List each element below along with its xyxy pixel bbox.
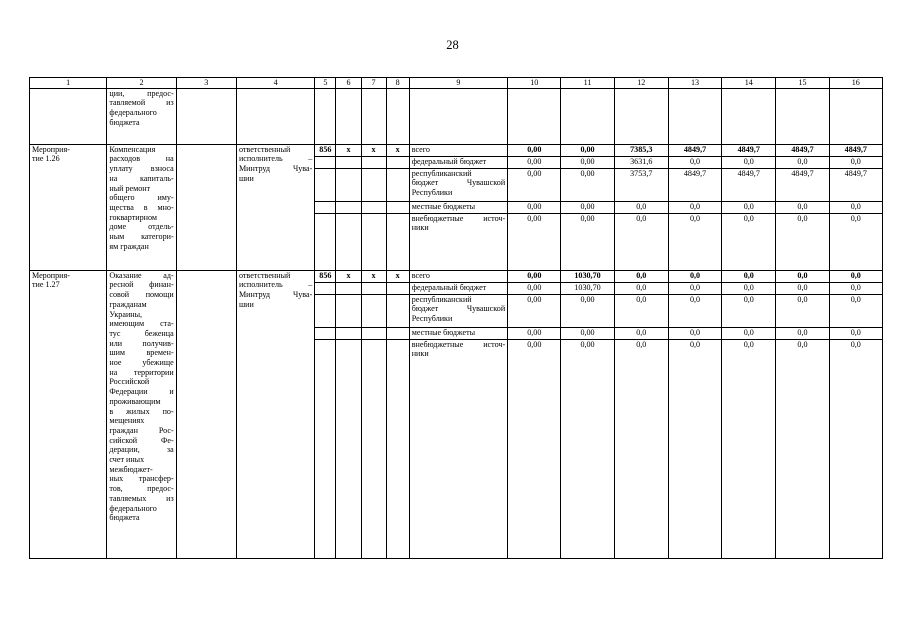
value-cell: 0,00	[508, 144, 561, 156]
empty-cell	[361, 88, 386, 144]
value-cell: 0,00	[508, 294, 561, 327]
value-cell: 0,0	[614, 282, 668, 294]
empty-cell	[561, 88, 614, 144]
value-cell: 0,00	[561, 213, 614, 270]
empty-cell	[176, 144, 236, 270]
value-cell: 0,0	[776, 339, 829, 558]
text-line: сийской Фе-	[109, 435, 174, 445]
text-line: всего	[411, 270, 430, 280]
empty-cell	[315, 201, 336, 213]
value-cell: 0,0	[614, 339, 668, 558]
value-cell: 0,0	[776, 294, 829, 327]
value-cell: 4849,7	[829, 168, 882, 201]
text-line: общего иму-	[109, 193, 174, 203]
value-cell: 0,0	[776, 282, 829, 294]
value-cell: 0,0	[722, 282, 776, 294]
continuation-id-cell	[30, 88, 107, 144]
empty-cell	[386, 327, 409, 339]
empty-cell	[336, 201, 361, 213]
empty-cell	[361, 201, 386, 213]
value-cell: 0,0	[776, 213, 829, 270]
empty-cell	[361, 327, 386, 339]
value-cell: 4849,7	[668, 168, 721, 201]
text-line: или получив-	[109, 338, 174, 348]
empty-cell	[386, 156, 409, 168]
measure-id-cell	[30, 270, 107, 558]
executor-cell	[236, 144, 314, 270]
text-line: шии	[238, 299, 254, 309]
value-cell: 0,0	[614, 270, 668, 282]
empty-cell	[336, 327, 361, 339]
text-line: бюджет Чувашской	[411, 178, 506, 188]
value-cell: 0,0	[668, 327, 721, 339]
funding-source-cell	[409, 327, 507, 339]
text-line: Минтруд Чува-	[238, 290, 313, 300]
text-line: гражданам	[109, 299, 147, 309]
column-header-3: 3	[176, 78, 236, 89]
empty-cell	[722, 88, 776, 144]
value-cell: 3631,6	[614, 156, 668, 168]
continuation-row	[30, 88, 883, 144]
empty-cell	[176, 88, 236, 144]
empty-cell	[361, 294, 386, 327]
mark-cell: x	[386, 270, 409, 282]
value-cell: 7385,3	[614, 144, 668, 156]
empty-cell	[409, 88, 507, 144]
value-cell: 4849,7	[722, 144, 776, 156]
value-cell: 0,0	[722, 294, 776, 327]
text-line: Федерации и	[109, 387, 174, 397]
empty-cell	[336, 213, 361, 270]
text-line: Компенсация	[109, 144, 156, 154]
text-line: тие 1.27	[32, 280, 60, 290]
empty-cell	[386, 201, 409, 213]
funding-source-cell	[409, 213, 507, 270]
value-cell: 4849,7	[829, 144, 882, 156]
text-line: проживающим	[109, 396, 161, 406]
value-cell: 0,0	[668, 201, 721, 213]
text-line: ции, предос-	[109, 88, 174, 98]
empty-cell	[508, 88, 561, 144]
column-header-1: 1	[30, 78, 107, 89]
value-cell: 1030,70	[561, 282, 614, 294]
empty-cell	[336, 339, 361, 558]
value-cell: 0,0	[829, 156, 882, 168]
text-line: исполнитель –	[238, 154, 313, 164]
funding-source-cell	[409, 282, 507, 294]
empty-cell	[315, 282, 336, 294]
text-line: шии	[238, 173, 254, 183]
text-line: ным категори-	[109, 232, 174, 242]
value-cell: 0,0	[829, 294, 882, 327]
empty-cell	[336, 88, 361, 144]
text-line: ответственный	[238, 144, 291, 154]
column-header-8: 8	[386, 78, 409, 89]
value-cell: 0,00	[561, 294, 614, 327]
value-cell: 0,0	[614, 327, 668, 339]
value-cell: 0,0	[776, 156, 829, 168]
mark-cell: x	[336, 144, 361, 156]
text-line: ники	[411, 223, 429, 233]
empty-cell	[386, 282, 409, 294]
text-line: щества в мно-	[109, 202, 174, 212]
text-line: ных трансфер-	[109, 474, 174, 484]
funding-source-cell	[409, 168, 507, 201]
empty-cell	[315, 156, 336, 168]
text-line: ное убежище	[109, 358, 174, 368]
value-cell: 0,0	[722, 213, 776, 270]
empty-cell	[336, 156, 361, 168]
empty-cell	[315, 339, 336, 558]
empty-cell	[315, 88, 336, 144]
text-line: ответственный	[238, 270, 291, 280]
value-cell: 0,00	[561, 168, 614, 201]
text-line: тов, предос-	[109, 484, 174, 494]
value-cell: 0,0	[722, 339, 776, 558]
executor-cell	[236, 270, 314, 558]
text-line: межбюджет-	[109, 464, 153, 474]
text-line: федеральный бюджет	[411, 156, 487, 166]
empty-cell	[776, 88, 829, 144]
text-line: Республики	[411, 314, 453, 324]
empty-cell	[361, 213, 386, 270]
measure-description-cell	[107, 270, 176, 558]
value-cell: 0,0	[829, 327, 882, 339]
value-cell: 0,0	[614, 213, 668, 270]
text-line: имеющим ста-	[109, 319, 174, 329]
text-line: федеральный бюджет	[411, 282, 487, 292]
value-cell: 0,00	[561, 327, 614, 339]
text-line: граждан Рос-	[109, 425, 174, 435]
text-line: Украины,	[109, 309, 143, 319]
value-cell: 0,0	[829, 282, 882, 294]
value-cell: 0,00	[561, 144, 614, 156]
empty-cell	[361, 168, 386, 201]
empty-cell	[315, 213, 336, 270]
value-cell: 4849,7	[722, 168, 776, 201]
value-cell: 0,0	[668, 270, 721, 282]
value-cell: 0,0	[722, 156, 776, 168]
value-cell: 0,0	[722, 201, 776, 213]
column-header-11: 11	[561, 78, 614, 89]
funding-source-cell	[409, 144, 507, 156]
value-cell: 0,0	[776, 201, 829, 213]
empty-cell	[336, 282, 361, 294]
empty-cell	[361, 339, 386, 558]
value-cell: 0,0	[614, 201, 668, 213]
budget-row	[30, 144, 883, 156]
text-line: внебюджетные источ-	[411, 213, 506, 223]
measure-description-cell	[107, 144, 176, 270]
column-header-13: 13	[668, 78, 721, 89]
funding-source-cell	[409, 294, 507, 327]
value-cell: 0,0	[722, 327, 776, 339]
value-cell: 0,00	[508, 270, 561, 282]
value-cell: 4849,7	[776, 144, 829, 156]
value-cell: 0,0	[614, 294, 668, 327]
value-cell: 0,0	[668, 282, 721, 294]
funding-source-cell	[409, 339, 507, 558]
text-line: Республики	[411, 188, 453, 198]
text-line: местные бюджеты	[411, 201, 476, 211]
text-line: уплату взноса	[109, 164, 174, 174]
text-line: тавляемой из	[109, 98, 174, 108]
column-header-9: 9	[409, 78, 507, 89]
text-line: дерации, за	[109, 445, 174, 455]
value-cell: 0,00	[508, 168, 561, 201]
text-line: бюджет Чувашской	[411, 304, 506, 314]
empty-cell	[336, 168, 361, 201]
text-line: мещениях	[109, 416, 145, 426]
text-line: ники	[411, 349, 429, 359]
empty-cell	[315, 168, 336, 201]
text-line: федерального	[109, 108, 157, 118]
value-cell: 0,0	[829, 339, 882, 558]
empty-cell	[829, 88, 882, 144]
text-line: федерального	[109, 503, 157, 513]
budget-row	[30, 270, 883, 282]
value-cell: 0,00	[508, 201, 561, 213]
value-cell: 0,00	[561, 156, 614, 168]
text-line: Минтруд Чува-	[238, 164, 313, 174]
empty-cell	[336, 294, 361, 327]
value-cell: 0,0	[668, 294, 721, 327]
funding-source-cell	[409, 270, 507, 282]
text-line: совой помощи	[109, 290, 174, 300]
text-line: доме отдель-	[109, 222, 174, 232]
text-line: местные бюджеты	[411, 327, 476, 337]
value-cell: 0,0	[668, 156, 721, 168]
text-line: внебюджетные источ-	[411, 339, 506, 349]
text-line: на территории	[109, 367, 174, 377]
empty-cell	[386, 339, 409, 558]
mark-cell: x	[361, 144, 386, 156]
mark-cell: x	[386, 144, 409, 156]
value-cell: 3753,7	[614, 168, 668, 201]
mark-cell: x	[361, 270, 386, 282]
empty-cell	[386, 88, 409, 144]
empty-cell	[315, 294, 336, 327]
empty-cell	[315, 327, 336, 339]
value-cell: 0,0	[829, 270, 882, 282]
text-line: ный ремонт	[109, 183, 151, 193]
text-line: тие 1.26	[32, 154, 60, 164]
text-line: гоквартирном	[109, 212, 157, 222]
text-line: на капиталь-	[109, 173, 174, 183]
value-cell: 0,0	[776, 327, 829, 339]
text-line: в жилых по-	[109, 406, 174, 416]
column-header-10: 10	[508, 78, 561, 89]
column-header-5: 5	[315, 78, 336, 89]
continuation-description-cell	[107, 88, 176, 144]
text-line: Российской	[109, 377, 150, 387]
value-cell: 0,0	[776, 270, 829, 282]
empty-cell	[236, 88, 314, 144]
text-line: исполнитель –	[238, 280, 313, 290]
text-line: шим времен-	[109, 348, 174, 358]
mark-cell: x	[336, 270, 361, 282]
text-line: ям граждан	[109, 241, 149, 251]
value-cell: 0,0	[829, 213, 882, 270]
empty-cell	[668, 88, 721, 144]
empty-cell	[386, 168, 409, 201]
value-cell: 4849,7	[668, 144, 721, 156]
budget-table	[29, 77, 883, 559]
value-cell: 0,00	[508, 282, 561, 294]
funding-source-cell	[409, 201, 507, 213]
column-header-4: 4	[236, 78, 314, 89]
text-line: Мероприя-	[32, 144, 70, 154]
value-cell: 0,00	[508, 339, 561, 558]
empty-cell	[361, 156, 386, 168]
value-cell: 0,00	[508, 156, 561, 168]
text-line: ресной финан-	[109, 280, 174, 290]
measure-id-cell	[30, 144, 107, 270]
column-header-12: 12	[614, 78, 668, 89]
value-cell: 0,00	[508, 213, 561, 270]
empty-cell	[386, 294, 409, 327]
column-header-2: 2	[107, 78, 176, 89]
text-line: Мероприя-	[32, 270, 70, 280]
budget-code-cell: 856	[315, 144, 336, 156]
empty-cell	[361, 282, 386, 294]
budget-code-cell: 856	[315, 270, 336, 282]
text-line: Оказание ад-	[109, 270, 174, 280]
column-header-14: 14	[722, 78, 776, 89]
page-number: 28	[446, 38, 459, 52]
text-line: расходов на	[109, 154, 174, 164]
text-line: бюджета	[109, 513, 140, 523]
text-line: счет иных	[109, 455, 145, 465]
text-line: тус беженца	[109, 328, 174, 338]
value-cell: 0,0	[668, 339, 721, 558]
column-header-6: 6	[336, 78, 361, 89]
column-header-7: 7	[361, 78, 386, 89]
value-cell: 0,0	[829, 201, 882, 213]
text-line: республиканский	[411, 168, 472, 178]
column-header-16: 16	[829, 78, 882, 89]
value-cell: 0,00	[508, 327, 561, 339]
value-cell: 0,00	[561, 201, 614, 213]
value-cell: 4849,7	[776, 168, 829, 201]
value-cell: 1030,70	[561, 270, 614, 282]
text-line: всего	[411, 144, 430, 154]
text-line: бюджета	[109, 117, 140, 127]
empty-cell	[386, 213, 409, 270]
column-header-row	[30, 78, 883, 89]
value-cell: 0,0	[668, 213, 721, 270]
value-cell: 0,0	[722, 270, 776, 282]
empty-cell	[176, 270, 236, 558]
empty-cell	[614, 88, 668, 144]
column-header-15: 15	[776, 78, 829, 89]
value-cell: 0,00	[561, 339, 614, 558]
text-line: республиканский	[411, 294, 472, 304]
text-line: тавляемых из	[109, 493, 174, 503]
funding-source-cell	[409, 156, 507, 168]
